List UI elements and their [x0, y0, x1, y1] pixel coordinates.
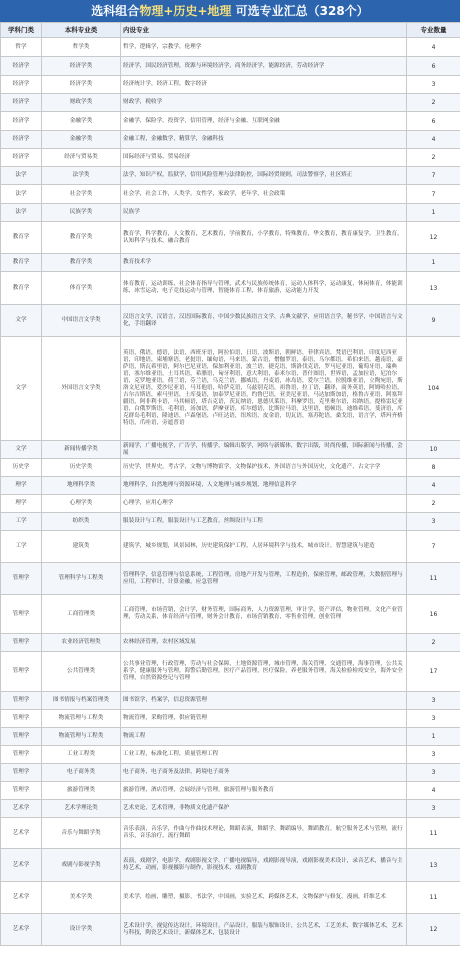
table-row: [1, 800, 460, 818]
cell-content: 表演，戏剧学，电影学，戏剧影视文学，广播电视编导，戏剧影视导演，戏剧影视美术设计，录音艺术，播音与主持艺术，动画，影视摄影与制作，影视技术，戏剧教育: [121, 849, 407, 882]
cell-count: 3: [407, 746, 460, 764]
cell-count: 2: [407, 495, 460, 513]
cell-count: 16: [407, 595, 460, 634]
table-row: [1, 254, 460, 272]
cell-count: 6: [407, 112, 460, 131]
cell-major: 音乐与舞蹈学类: [42, 818, 121, 849]
cell-major: 美术学类: [42, 882, 121, 914]
cell-category: 管理学: [1, 746, 42, 764]
cell-count: 11: [407, 882, 460, 914]
cell-category: 管理学: [1, 764, 42, 782]
cell-major: 心理学类: [42, 495, 121, 513]
cell-count: 6: [407, 57, 460, 76]
table-body: [1, 38, 460, 946]
cell-category: 经济学: [1, 131, 42, 149]
cell-count: 12: [407, 222, 460, 254]
cell-content: 音乐表演，音乐学，作曲与作曲技术理论，舞蹈表演，舞蹈学，舞蹈编导，舞蹈教育，航空服务艺术与管理，流行音乐，音乐治疗，流行舞蹈: [121, 818, 407, 849]
cell-count: 17: [407, 652, 460, 692]
cell-category: 理学: [1, 477, 42, 495]
cell-count: 4: [407, 782, 460, 800]
table-row: [1, 131, 460, 149]
table-row: [1, 94, 460, 112]
table-row: [1, 185, 460, 204]
cell-content: 法学，知识产权，监狱学，信用风险管理与法律防控，国际经贸规则，司法警察学，社区矫正: [121, 167, 407, 185]
cell-content: 工商管理，市场营销，会计学，财务管理，国际商务，人力资源管理，审计学，资产评估，物业管理，文化产业管理，劳动关系，体育经济与管理，财务会计教育，市场营销教育，零售业管理，创业管理: [121, 595, 407, 634]
cell-content: 美术学，绘画，雕塑，摄影，书法学，中国画，实验艺术，跨媒体艺术，文物保护与修复，漫画，纤维艺术: [121, 882, 407, 914]
table-row: [1, 167, 460, 185]
cell-content: 经济统计学，经济工程，数字经济: [121, 76, 407, 94]
cell-count: 11: [407, 563, 460, 595]
cell-count: 3: [407, 710, 460, 728]
cell-count: 3: [407, 764, 460, 782]
cell-major: 艺术学理论类: [42, 800, 121, 818]
table-row: [1, 728, 460, 746]
table-row: [1, 112, 460, 131]
cell-count: 10: [407, 441, 460, 459]
cell-major: 经济学类: [42, 76, 121, 94]
cell-category: 法学: [1, 185, 42, 204]
cell-count: 7: [407, 531, 460, 563]
cell-count: 3: [407, 513, 460, 531]
cell-major: 设计学类: [42, 914, 121, 946]
cell-content: 社会学，社会工作，人类学，女性学，家政学，老年学，社会政策: [121, 185, 407, 204]
table-row: [1, 710, 460, 728]
cell-major: 电子商务类: [42, 764, 121, 782]
cell-content: 教育学，科学教育，人文教育，艺术教育，学前教育，小学教育，特殊教育，华文教育，教育康复学，卫生教育，认知科学与技术，融合教育: [121, 222, 407, 254]
table-row: [1, 531, 460, 563]
cell-count: 2: [407, 94, 460, 112]
cell-major: 金融学类: [42, 112, 121, 131]
cell-category: 管理学: [1, 728, 42, 746]
cell-major: 建筑类: [42, 531, 121, 563]
cell-major: 历史学类: [42, 459, 121, 477]
cell-category: 工学: [1, 513, 42, 531]
cell-category: 艺术学: [1, 800, 42, 818]
table-row: [1, 692, 460, 710]
cell-major: 社会学类: [42, 185, 121, 204]
cell-count: 2: [407, 634, 460, 652]
cell-major: 外国语言文学类: [42, 337, 121, 441]
table-row: [1, 76, 460, 94]
cell-major: 物流管理与工程类: [42, 710, 121, 728]
table-row: [1, 459, 460, 477]
cell-content: 民族学: [121, 204, 407, 222]
cell-major: 纺织类: [42, 513, 121, 531]
cell-category: 哲学: [1, 38, 42, 57]
table-row: [1, 149, 460, 167]
cell-category: 管理学: [1, 563, 42, 595]
cell-count: 7: [407, 185, 460, 204]
table-row: [1, 38, 460, 57]
cell-major: 工业工程类: [42, 746, 121, 764]
cell-content: 地理科学，自然地理与资源环境，人文地理与城乡规划，地理信息科学: [121, 477, 407, 495]
column-header-category: 学科门类: [1, 23, 42, 38]
cell-count: 13: [407, 849, 460, 882]
cell-content: 历史学，世界史，考古学，文物与博物馆学，文物保护技术，外国语言与外国历史，文化遗产，古文字学: [121, 459, 407, 477]
cell-count: 7: [407, 167, 460, 185]
cell-category: 管理学: [1, 710, 42, 728]
table-row: [1, 914, 460, 946]
cell-count: 104: [407, 337, 460, 441]
cell-major: 物流管理与工程类: [42, 728, 121, 746]
cell-content: 物流工程: [121, 728, 407, 746]
cell-count: 9: [407, 305, 460, 337]
cell-major: 中国语言文学类: [42, 305, 121, 337]
table-row: [1, 272, 460, 305]
cell-category: 工学: [1, 531, 42, 563]
cell-content: 公共事业管理，行政管理，劳动与社会保障，土地资源管理，城市管理，海关管理，交通管理，海事管理，公共关系学，健康服务与管理，海警后勤管理，医疗产品管理，医疗保险，养老服务管理，海关检验检疫安全，海外安全管理，自然资源登记与管理: [121, 652, 407, 692]
table-row: [1, 634, 460, 652]
cell-content: 教育技术学: [121, 254, 407, 272]
cell-content: 艺术设计学，视觉传达设计，环境设计，产品设计，服装与服饰设计，公共艺术，工艺美术，数字媒体艺术，艺术与科技，陶瓷艺术设计，新媒体艺术，包装设计: [121, 914, 407, 946]
cell-count: 4: [407, 131, 460, 149]
cell-category: 理学: [1, 495, 42, 513]
cell-major: 公共管理类: [42, 652, 121, 692]
table-row: [1, 764, 460, 782]
cell-content: 金融学，保险学，投资学，信用管理，经济与金融，互联网金融: [121, 112, 407, 131]
cell-content: 旅游管理，酒店管理，会展经济与管理，旅游管理与服务教育: [121, 782, 407, 800]
cell-category: 管理学: [1, 595, 42, 634]
cell-category: 文学: [1, 337, 42, 441]
cell-major: 教育学类: [42, 254, 121, 272]
cell-content: 汉语言文学，汉语言，汉语国际教育，中国少数民族语言文学，古典文献学，应用语言学，秘书学，中国语言与文化，手语翻译: [121, 305, 407, 337]
title-suffix: 可选专业汇总（328个）: [235, 4, 369, 18]
cell-category: 艺术学: [1, 882, 42, 914]
table-row: [1, 563, 460, 595]
column-header-count: 专业数量: [407, 23, 460, 38]
cell-count: 1: [407, 728, 460, 746]
cell-content: 经济学，国民经济管理，资源与环境经济学，商务经济学，能源经济，劳动经济学: [121, 57, 407, 76]
cell-content: 图书馆学，档案学，信息资源管理: [121, 692, 407, 710]
cell-count: 1: [407, 204, 460, 222]
cell-major: 农业经济管理类: [42, 634, 121, 652]
table-row: [1, 746, 460, 764]
cell-category: 管理学: [1, 652, 42, 692]
cell-count: 2: [407, 149, 460, 167]
cell-major: 图书情报与档案管理类: [42, 692, 121, 710]
table-row: [1, 882, 460, 914]
table-row: [1, 495, 460, 513]
cell-major: 教育学类: [42, 222, 121, 254]
cell-count: 3: [407, 76, 460, 94]
cell-category: 教育学: [1, 222, 42, 254]
cell-major: 金融学类: [42, 131, 121, 149]
cell-category: 经济学: [1, 149, 42, 167]
cell-count: 3: [407, 692, 460, 710]
title-highlight: 物理+历史+地理: [139, 4, 232, 18]
cell-content: 工业工程，标准化工程，质量管理工程: [121, 746, 407, 764]
cell-major: 管理科学与工程类: [42, 563, 121, 595]
cell-count: 3: [407, 800, 460, 818]
cell-major: 新闻传播学类: [42, 441, 121, 459]
cell-count: 11: [407, 818, 460, 849]
cell-content: 电子商务，电子商务及法律，跨境电子商务: [121, 764, 407, 782]
table-row: [1, 782, 460, 800]
cell-category: 经济学: [1, 112, 42, 131]
title-prefix: 选科组合: [91, 4, 140, 18]
cell-category: 经济学: [1, 57, 42, 76]
table-row: [1, 513, 460, 531]
cell-major: 经济学类: [42, 57, 121, 76]
cell-content: 建筑学，城乡规划，风景园林，历史建筑保护工程，人居环境科学与技术，城市设计，智慧建筑与建造: [121, 531, 407, 563]
table-row: [1, 57, 460, 76]
cell-content: 农林经济管理，农村区域发展: [121, 634, 407, 652]
table-row: [1, 337, 460, 441]
column-header-content: 内设专业: [121, 23, 407, 38]
cell-content: 哲学，逻辑学，宗教学，伦理学: [121, 38, 407, 57]
cell-category: 经济学: [1, 94, 42, 112]
table-row: [1, 477, 460, 495]
cell-content: 英语，俄语，德语，法语，西班牙语，阿拉伯语，日语，波斯语，朝鲜语，菲律宾语，梵语巴利语，印度尼西亚语，印地语，柬埔寨语，老挝语，缅甸语，马来语，蒙古语，僧伽罗语，泰语，乌尔都语，希伯来语，越南语，豪萨语，斯瓦希里语，阿尔巴尼亚语，保加利亚语，波兰语，捷克语，斯洛伐克语，罗马尼亚语，葡萄牙语，瑞典语，塞尔维亚语，土耳其语，希腊语，匈牙利语，意大利语，泰米尔语，普什图语，世界语，孟加拉语，尼泊尔语，克罗地亚语，荷兰语，芬兰语，乌克兰语，挪威语，丹麦语，冰岛语，爱尔兰语，拉脱维亚语，立陶宛语，斯洛文尼亚语，爱沙尼亚语，马耳他语，哈萨克语，乌兹别克语，祖鲁语，拉丁语，翻译，商务英语，阿姆哈拉语，吉尔吉斯语，索马里语，土库曼语，加泰罗尼亚语，约鲁巴语，亚美尼亚语，马达加斯加语，格鲁吉亚语，阿塞拜疆语，阿非利卡语，马其顿语，塔吉克语，茨瓦纳语，恩德贝莱语，科摩罗语，克里奥尔语，绍纳语，提格雷尼亚语，白俄罗斯语，毛利语，汤加语，萨摩亚语，库尔德语，比斯拉马语，达里语，德顿语，迪维希语，斐济语，库克群岛毛利语，隆迪语，卢森堡语，卢旺达语，纽埃语，皮金语，切瓦语，塞苏陀语，桑戈语，语言学，塔玛齐格特语，爪哇语，旁遮普语: [121, 337, 407, 441]
cell-category: 经济学: [1, 76, 42, 94]
cell-major: 法学类: [42, 167, 121, 185]
table-row: [1, 595, 460, 634]
cell-category: 法学: [1, 167, 42, 185]
cell-major: 经济与贸易类: [42, 149, 121, 167]
cell-major: 地理科学类: [42, 477, 121, 495]
table-row: [1, 818, 460, 849]
cell-major: 财政学类: [42, 94, 121, 112]
cell-category: 管理学: [1, 692, 42, 710]
cell-content: 管理科学，信息管理与信息系统，工程管理，房地产开发与管理，工程造价，保密管理，邮政管理，大数据管理与应用，工程审计，计算金融，应急管理: [121, 563, 407, 595]
table-row: [1, 652, 460, 692]
cell-major: 工商管理类: [42, 595, 121, 634]
cell-category: 管理学: [1, 782, 42, 800]
cell-major: 旅游管理类: [42, 782, 121, 800]
cell-category: 艺术学: [1, 849, 42, 882]
table-row: [1, 849, 460, 882]
majors-table: [0, 22, 460, 946]
cell-content: 服装设计与工程，服装设计与工艺教育，丝绸设计与工程: [121, 513, 407, 531]
cell-content: 体育教育，运动训练，社会体育指导与管理，武术与民族传统体育，运动人体科学，运动康复，休闲体育，体能训练，冰雪运动，电子竞技运动与管理，智能体育工程，体育旅游，运动能力开发: [121, 272, 407, 305]
cell-content: 心理学，应用心理学: [121, 495, 407, 513]
table-row: [1, 222, 460, 254]
cell-major: 哲学类: [42, 38, 121, 57]
column-header-major: 本科专业类: [42, 23, 121, 38]
table-row: [1, 305, 460, 337]
cell-category: 历史学: [1, 459, 42, 477]
cell-count: 1: [407, 254, 460, 272]
cell-content: 物流管理，采购管理，供应链管理: [121, 710, 407, 728]
cell-content: 国际经济与贸易，贸易经济: [121, 149, 407, 167]
cell-count: 13: [407, 272, 460, 305]
cell-category: 艺术学: [1, 818, 42, 849]
cell-category: 文学: [1, 305, 42, 337]
table-row: [1, 441, 460, 459]
cell-count: 8: [407, 459, 460, 477]
cell-major: 民族学类: [42, 204, 121, 222]
cell-major: 体育学类: [42, 272, 121, 305]
cell-content: 金融工程，金融数学，精算学，金融科技: [121, 131, 407, 149]
cell-count: 12: [407, 914, 460, 946]
page-title: [0, 0, 460, 22]
cell-content: 艺术史论，艺术管理，非物质文化遗产保护: [121, 800, 407, 818]
cell-category: 教育学: [1, 254, 42, 272]
cell-count: 4: [407, 38, 460, 57]
cell-category: 艺术学: [1, 914, 42, 946]
table-row: [1, 204, 460, 222]
cell-category: 文学: [1, 441, 42, 459]
cell-category: 教育学: [1, 272, 42, 305]
cell-category: 法学: [1, 204, 42, 222]
cell-content: 新闻学，广播电视学，广告学，传播学，编辑出版学，网络与新媒体，数字出版，时尚传播，国际新闻与传播，会展: [121, 441, 407, 459]
cell-major: 戏剧与影视学类: [42, 849, 121, 882]
cell-content: 财政学，税收学: [121, 94, 407, 112]
table-header-row: [1, 23, 460, 38]
cell-count: 4: [407, 477, 460, 495]
cell-category: 管理学: [1, 634, 42, 652]
